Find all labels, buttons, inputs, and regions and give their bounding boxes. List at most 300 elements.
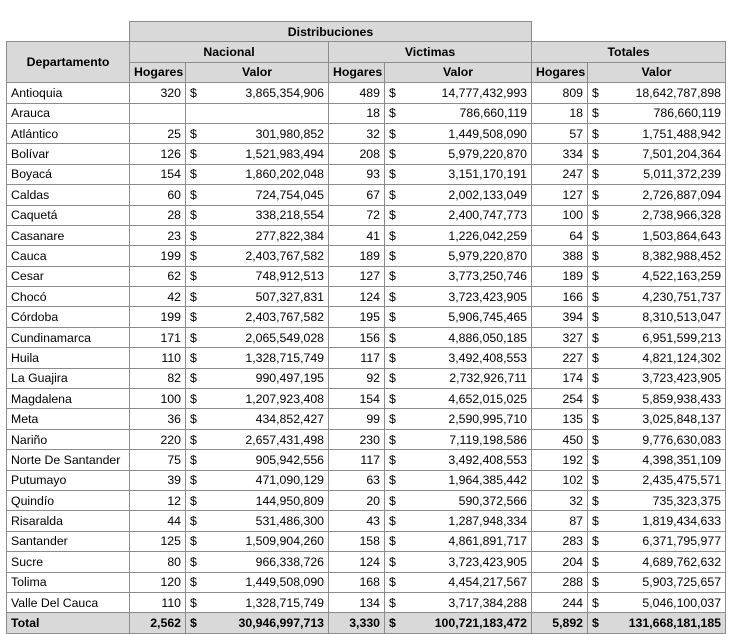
departamento-cell: Valle Del Cauca: [7, 592, 130, 612]
departamento-cell: Córdoba: [7, 307, 130, 327]
victimas-currency-cell: $: [385, 185, 398, 205]
nacional-hogares-cell: 23: [130, 225, 186, 245]
totales-currency-cell: $: [588, 205, 601, 225]
nacional-valor-cell: 1,509,904,260: [199, 531, 329, 551]
nacional-valor-cell: 507,327,831: [199, 287, 329, 307]
nacional-currency-cell: $: [186, 389, 199, 409]
departamento-cell: Atlántico: [7, 123, 130, 143]
nacional-currency-cell: $: [186, 531, 199, 551]
victimas-hogares-cell: 154: [329, 389, 385, 409]
departamento-cell: Magdalena: [7, 389, 130, 409]
nacional-currency-cell: $: [186, 368, 199, 388]
victimas-currency-cell: $: [385, 613, 398, 633]
departamento-cell: Antioquia: [7, 83, 130, 103]
victimas-hogares-cell: 208: [329, 144, 385, 164]
victimas-valor-cell: 4,861,891,717: [398, 531, 532, 551]
nacional-hogares-cell: 25: [130, 123, 186, 143]
totales-currency-cell: $: [588, 246, 601, 266]
totales-hogares-cell: 327: [532, 327, 588, 347]
nacional-hogares-cell: [130, 103, 186, 123]
totales-valor-cell: 18,642,787,898: [601, 83, 726, 103]
table-row: [7, 83, 726, 103]
totales-currency-cell: $: [588, 613, 601, 633]
nacional-currency-cell: $: [186, 327, 199, 347]
nacional-hogares-cell: 2,562: [130, 613, 186, 633]
departamento-cell: Total: [7, 613, 130, 633]
totales-valor-cell: 3,025,848,137: [601, 409, 726, 429]
totales-valor-cell: 7,501,204,364: [601, 144, 726, 164]
table-row: [7, 266, 726, 286]
totales-valor-cell: 1,819,434,633: [601, 511, 726, 531]
totales-currency-cell: $: [588, 287, 601, 307]
victimas-currency-cell: $: [385, 450, 398, 470]
victimas-valor-cell: 14,777,432,993: [398, 83, 532, 103]
nacional-currency-cell: $: [186, 83, 199, 103]
nacional-hogares-cell: 120: [130, 572, 186, 592]
nacional-currency-cell: $: [186, 225, 199, 245]
totales-valor-cell: 4,522,163,259: [601, 266, 726, 286]
header-blank-cell: [532, 22, 726, 42]
victimas-hogares-cell: 92: [329, 368, 385, 388]
victimas-hogares-cell: 124: [329, 552, 385, 572]
totales-currency-cell: $: [588, 368, 601, 388]
victimas-valor-cell: 5,979,220,870: [398, 144, 532, 164]
totales-hogares-cell: 5,892: [532, 613, 588, 633]
totales-valor-cell: 3,723,423,905: [601, 368, 726, 388]
victimas-valor-cell: 3,492,408,553: [398, 348, 532, 368]
departamento-cell: Caldas: [7, 185, 130, 205]
departamento-cell: Tolima: [7, 572, 130, 592]
nacional-valor-cell: 724,754,045: [199, 185, 329, 205]
departamento-cell: Sucre: [7, 552, 130, 572]
victimas-hogares-cell: 32: [329, 123, 385, 143]
nacional-currency-cell: $: [186, 409, 199, 429]
totales-hogares-cell: 166: [532, 287, 588, 307]
victimas-valor-cell: 7,119,198,586: [398, 429, 532, 449]
victimas-currency-cell: $: [385, 123, 398, 143]
nacional-valor-cell: 2,065,549,028: [199, 327, 329, 347]
totales-hogares-cell: 288: [532, 572, 588, 592]
nacional-hogares-cell: 36: [130, 409, 186, 429]
totales-currency-cell: $: [588, 389, 601, 409]
table-row: [7, 246, 726, 266]
nacional-currency-cell: [186, 103, 199, 123]
totales-valor-cell: 6,371,795,977: [601, 531, 726, 551]
departamento-cell: Santander: [7, 531, 130, 551]
totales-hogares-cell: 174: [532, 368, 588, 388]
departamento-cell: Meta: [7, 409, 130, 429]
victimas-valor-cell: 2,002,133,049: [398, 185, 532, 205]
totales-currency-cell: $: [588, 327, 601, 347]
victimas-valor-cell: 3,151,170,191: [398, 164, 532, 184]
table-row: [7, 144, 726, 164]
totales-valor-cell: 8,382,988,452: [601, 246, 726, 266]
victimas-hogares-cell: 127: [329, 266, 385, 286]
nacional-valor-cell: 905,942,556: [199, 450, 329, 470]
victimas-valor-cell: 1,226,042,259: [398, 225, 532, 245]
victimas-hogares-cell: 20: [329, 490, 385, 510]
victimas-currency-cell: $: [385, 225, 398, 245]
departamento-cell: Casanare: [7, 225, 130, 245]
totales-currency-cell: $: [588, 225, 601, 245]
totales-currency-cell: $: [588, 103, 601, 123]
departamento-cell: Huila: [7, 348, 130, 368]
totales-currency-cell: $: [588, 409, 601, 429]
totales-hogares-cell: 244: [532, 592, 588, 612]
header-valor: Valor: [186, 62, 329, 82]
header-row-groups: [7, 42, 726, 62]
totales-currency-cell: $: [588, 307, 601, 327]
totales-valor-cell: 2,435,475,571: [601, 470, 726, 490]
nacional-valor-cell: 277,822,384: [199, 225, 329, 245]
victimas-valor-cell: 100,721,183,472: [398, 613, 532, 633]
totales-valor-cell: 5,011,372,239: [601, 164, 726, 184]
victimas-currency-cell: $: [385, 429, 398, 449]
victimas-valor-cell: 2,732,926,711: [398, 368, 532, 388]
header-group-victimas: Victimas: [329, 42, 532, 62]
victimas-valor-cell: 4,454,217,567: [398, 572, 532, 592]
totales-currency-cell: $: [588, 144, 601, 164]
victimas-hogares-cell: 168: [329, 572, 385, 592]
victimas-hogares-cell: 117: [329, 348, 385, 368]
table-row: [7, 123, 726, 143]
totales-currency-cell: $: [588, 83, 601, 103]
nacional-valor-cell: 30,946,997,713: [199, 613, 329, 633]
nacional-currency-cell: $: [186, 613, 199, 633]
nacional-valor-cell: 1,328,715,749: [199, 348, 329, 368]
victimas-valor-cell: 4,886,050,185: [398, 327, 532, 347]
nacional-currency-cell: $: [186, 572, 199, 592]
nacional-valor-cell: 990,497,195: [199, 368, 329, 388]
victimas-valor-cell: 3,773,250,746: [398, 266, 532, 286]
nacional-hogares-cell: 125: [130, 531, 186, 551]
table-row: [7, 409, 726, 429]
nacional-currency-cell: $: [186, 144, 199, 164]
victimas-valor-cell: 5,979,220,870: [398, 246, 532, 266]
nacional-currency-cell: $: [186, 123, 199, 143]
table-row: [7, 511, 726, 531]
nacional-currency-cell: $: [186, 592, 199, 612]
header-hogares: Hogares: [532, 62, 588, 82]
totales-hogares-cell: 283: [532, 531, 588, 551]
victimas-currency-cell: $: [385, 307, 398, 327]
nacional-hogares-cell: 199: [130, 307, 186, 327]
nacional-hogares-cell: 126: [130, 144, 186, 164]
totales-valor-cell: 8,310,513,047: [601, 307, 726, 327]
totales-valor-cell: 6,951,599,213: [601, 327, 726, 347]
victimas-valor-cell: 2,400,747,773: [398, 205, 532, 225]
header-valor: Valor: [588, 62, 726, 82]
departamento-cell: Quindío: [7, 490, 130, 510]
table-row: [7, 205, 726, 225]
victimas-currency-cell: $: [385, 348, 398, 368]
table-row: [7, 592, 726, 612]
nacional-valor-cell: 1,449,508,090: [199, 572, 329, 592]
nacional-valor-cell: 1,328,715,749: [199, 592, 329, 612]
table-row: [7, 287, 726, 307]
header-blank-cell: [7, 22, 130, 42]
header-distribuciones: Distribuciones: [130, 22, 532, 42]
table-row: [7, 164, 726, 184]
victimas-valor-cell: 590,372,566: [398, 490, 532, 510]
totales-currency-cell: $: [588, 592, 601, 612]
totales-currency-cell: $: [588, 450, 601, 470]
victimas-hogares-cell: 156: [329, 327, 385, 347]
nacional-currency-cell: $: [186, 185, 199, 205]
table-row: [7, 327, 726, 347]
totales-currency-cell: $: [588, 429, 601, 449]
nacional-hogares-cell: 320: [130, 83, 186, 103]
header-group-totales: Totales: [532, 42, 726, 62]
totales-currency-cell: $: [588, 348, 601, 368]
totales-currency-cell: $: [588, 123, 601, 143]
victimas-currency-cell: $: [385, 409, 398, 429]
departamento-cell: Cesar: [7, 266, 130, 286]
nacional-currency-cell: $: [186, 490, 199, 510]
victimas-valor-cell: 786,660,119: [398, 103, 532, 123]
totales-currency-cell: $: [588, 164, 601, 184]
victimas-hogares-cell: 99: [329, 409, 385, 429]
table-row: [7, 572, 726, 592]
victimas-hogares-cell: 158: [329, 531, 385, 551]
victimas-currency-cell: $: [385, 164, 398, 184]
table-row: [7, 307, 726, 327]
victimas-hogares-cell: 189: [329, 246, 385, 266]
totales-hogares-cell: 57: [532, 123, 588, 143]
victimas-currency-cell: $: [385, 327, 398, 347]
nacional-currency-cell: $: [186, 552, 199, 572]
nacional-hogares-cell: 60: [130, 185, 186, 205]
distribution-table: [6, 21, 726, 634]
victimas-valor-cell: 4,652,015,025: [398, 389, 532, 409]
victimas-valor-cell: 3,717,384,288: [398, 592, 532, 612]
nacional-hogares-cell: 44: [130, 511, 186, 531]
nacional-valor-cell: [199, 103, 329, 123]
departamento-cell: Bolívar: [7, 144, 130, 164]
victimas-currency-cell: $: [385, 205, 398, 225]
nacional-valor-cell: 338,218,554: [199, 205, 329, 225]
victimas-currency-cell: $: [385, 531, 398, 551]
totales-valor-cell: 1,751,488,942: [601, 123, 726, 143]
totales-valor-cell: 4,689,762,632: [601, 552, 726, 572]
nacional-valor-cell: 748,912,513: [199, 266, 329, 286]
victimas-hogares-cell: 134: [329, 592, 385, 612]
nacional-hogares-cell: 100: [130, 389, 186, 409]
totales-currency-cell: $: [588, 490, 601, 510]
table-row: [7, 531, 726, 551]
totales-valor-cell: 131,668,181,185: [601, 613, 726, 633]
table-row: [7, 552, 726, 572]
nacional-hogares-cell: 199: [130, 246, 186, 266]
victimas-currency-cell: $: [385, 552, 398, 572]
victimas-valor-cell: 1,287,948,334: [398, 511, 532, 531]
victimas-currency-cell: $: [385, 83, 398, 103]
totales-hogares-cell: 102: [532, 470, 588, 490]
table-row: [7, 490, 726, 510]
departamento-cell: Arauca: [7, 103, 130, 123]
victimas-hogares-cell: 43: [329, 511, 385, 531]
victimas-currency-cell: $: [385, 246, 398, 266]
totales-hogares-cell: 334: [532, 144, 588, 164]
nacional-currency-cell: $: [186, 287, 199, 307]
totales-currency-cell: $: [588, 572, 601, 592]
nacional-valor-cell: 301,980,852: [199, 123, 329, 143]
header-valor: Valor: [385, 62, 532, 82]
victimas-valor-cell: 3,723,423,905: [398, 287, 532, 307]
departamento-cell: Chocó: [7, 287, 130, 307]
nacional-hogares-cell: 154: [130, 164, 186, 184]
nacional-currency-cell: $: [186, 429, 199, 449]
totales-hogares-cell: 254: [532, 389, 588, 409]
nacional-valor-cell: 144,950,809: [199, 490, 329, 510]
table-row: [7, 225, 726, 245]
nacional-valor-cell: 966,338,726: [199, 552, 329, 572]
victimas-currency-cell: $: [385, 592, 398, 612]
nacional-hogares-cell: 12: [130, 490, 186, 510]
nacional-valor-cell: 2,403,767,582: [199, 307, 329, 327]
nacional-valor-cell: 471,090,129: [199, 470, 329, 490]
victimas-hogares-cell: 72: [329, 205, 385, 225]
nacional-currency-cell: $: [186, 450, 199, 470]
victimas-currency-cell: $: [385, 368, 398, 388]
totales-hogares-cell: 192: [532, 450, 588, 470]
nacional-currency-cell: $: [186, 266, 199, 286]
totales-hogares-cell: 18: [532, 103, 588, 123]
nacional-currency-cell: $: [186, 246, 199, 266]
nacional-currency-cell: $: [186, 307, 199, 327]
totales-valor-cell: 9,776,630,083: [601, 429, 726, 449]
nacional-hogares-cell: 220: [130, 429, 186, 449]
victimas-hogares-cell: 124: [329, 287, 385, 307]
victimas-hogares-cell: 67: [329, 185, 385, 205]
departamento-cell: La Guajira: [7, 368, 130, 388]
victimas-currency-cell: $: [385, 266, 398, 286]
totales-valor-cell: 4,821,124,302: [601, 348, 726, 368]
victimas-hogares-cell: 195: [329, 307, 385, 327]
totales-hogares-cell: 189: [532, 266, 588, 286]
totales-hogares-cell: 204: [532, 552, 588, 572]
totales-valor-cell: 5,046,100,037: [601, 592, 726, 612]
totales-currency-cell: $: [588, 266, 601, 286]
departamento-cell: Norte De Santander: [7, 450, 130, 470]
nacional-valor-cell: 1,207,923,408: [199, 389, 329, 409]
victimas-hogares-cell: 93: [329, 164, 385, 184]
victimas-currency-cell: $: [385, 389, 398, 409]
nacional-hogares-cell: 110: [130, 592, 186, 612]
nacional-currency-cell: $: [186, 511, 199, 531]
table-row: [7, 389, 726, 409]
table-body: [7, 83, 726, 634]
table-row: [7, 450, 726, 470]
totales-hogares-cell: 809: [532, 83, 588, 103]
victimas-hogares-cell: 3,330: [329, 613, 385, 633]
nacional-hogares-cell: 75: [130, 450, 186, 470]
totales-valor-cell: 786,660,119: [601, 103, 726, 123]
nacional-currency-cell: $: [186, 348, 199, 368]
victimas-currency-cell: $: [385, 511, 398, 531]
header-group-nacional: Nacional: [130, 42, 329, 62]
totales-currency-cell: $: [588, 552, 601, 572]
totales-hogares-cell: 64: [532, 225, 588, 245]
victimas-valor-cell: 3,492,408,553: [398, 450, 532, 470]
header-departamento: Departamento: [7, 42, 130, 83]
totales-currency-cell: $: [588, 185, 601, 205]
nacional-valor-cell: 531,486,300: [199, 511, 329, 531]
victimas-hogares-cell: 18: [329, 103, 385, 123]
victimas-currency-cell: $: [385, 144, 398, 164]
nacional-hogares-cell: 39: [130, 470, 186, 490]
victimas-valor-cell: 1,964,385,442: [398, 470, 532, 490]
nacional-valor-cell: 2,657,431,498: [199, 429, 329, 449]
table-row: [7, 103, 726, 123]
table-row: [7, 470, 726, 490]
nacional-valor-cell: 1,521,983,494: [199, 144, 329, 164]
nacional-hogares-cell: 80: [130, 552, 186, 572]
victimas-currency-cell: $: [385, 572, 398, 592]
victimas-hogares-cell: 230: [329, 429, 385, 449]
nacional-hogares-cell: 62: [130, 266, 186, 286]
departamento-cell: Risaralda: [7, 511, 130, 531]
departamento-cell: Nariño: [7, 429, 130, 449]
victimas-currency-cell: $: [385, 490, 398, 510]
nacional-hogares-cell: 110: [130, 348, 186, 368]
victimas-valor-cell: 3,723,423,905: [398, 552, 532, 572]
totales-currency-cell: $: [588, 470, 601, 490]
victimas-valor-cell: 5,906,745,465: [398, 307, 532, 327]
totales-hogares-cell: 450: [532, 429, 588, 449]
departamento-cell: Boyacá: [7, 164, 130, 184]
header-hogares: Hogares: [329, 62, 385, 82]
totales-currency-cell: $: [588, 511, 601, 531]
victimas-valor-cell: 1,449,508,090: [398, 123, 532, 143]
nacional-valor-cell: 1,860,202,048: [199, 164, 329, 184]
nacional-currency-cell: $: [186, 205, 199, 225]
totales-hogares-cell: 247: [532, 164, 588, 184]
nacional-hogares-cell: 82: [130, 368, 186, 388]
victimas-currency-cell: $: [385, 470, 398, 490]
header-hogares: Hogares: [130, 62, 186, 82]
nacional-hogares-cell: 42: [130, 287, 186, 307]
victimas-hogares-cell: 63: [329, 470, 385, 490]
victimas-hogares-cell: 489: [329, 83, 385, 103]
victimas-currency-cell: $: [385, 287, 398, 307]
totales-hogares-cell: 100: [532, 205, 588, 225]
totales-valor-cell: 735,323,375: [601, 490, 726, 510]
totales-hogares-cell: 388: [532, 246, 588, 266]
totales-hogares-cell: 127: [532, 185, 588, 205]
table-row: [7, 429, 726, 449]
totales-valor-cell: 5,859,938,433: [601, 389, 726, 409]
table-row: [7, 368, 726, 388]
nacional-hogares-cell: 28: [130, 205, 186, 225]
departamento-cell: Cundinamarca: [7, 327, 130, 347]
nacional-valor-cell: 3,865,354,906: [199, 83, 329, 103]
totales-valor-cell: 4,230,751,737: [601, 287, 726, 307]
departamento-cell: Caquetá: [7, 205, 130, 225]
departamento-cell: Putumayo: [7, 470, 130, 490]
totales-hogares-cell: 227: [532, 348, 588, 368]
nacional-currency-cell: $: [186, 470, 199, 490]
totales-hogares-cell: 135: [532, 409, 588, 429]
table-row: [7, 348, 726, 368]
nacional-valor-cell: 2,403,767,582: [199, 246, 329, 266]
table-row: [7, 185, 726, 205]
header-row-distribuciones: [7, 22, 726, 42]
nacional-hogares-cell: 171: [130, 327, 186, 347]
victimas-valor-cell: 2,590,995,710: [398, 409, 532, 429]
totales-hogares-cell: 32: [532, 490, 588, 510]
totales-hogares-cell: 87: [532, 511, 588, 531]
